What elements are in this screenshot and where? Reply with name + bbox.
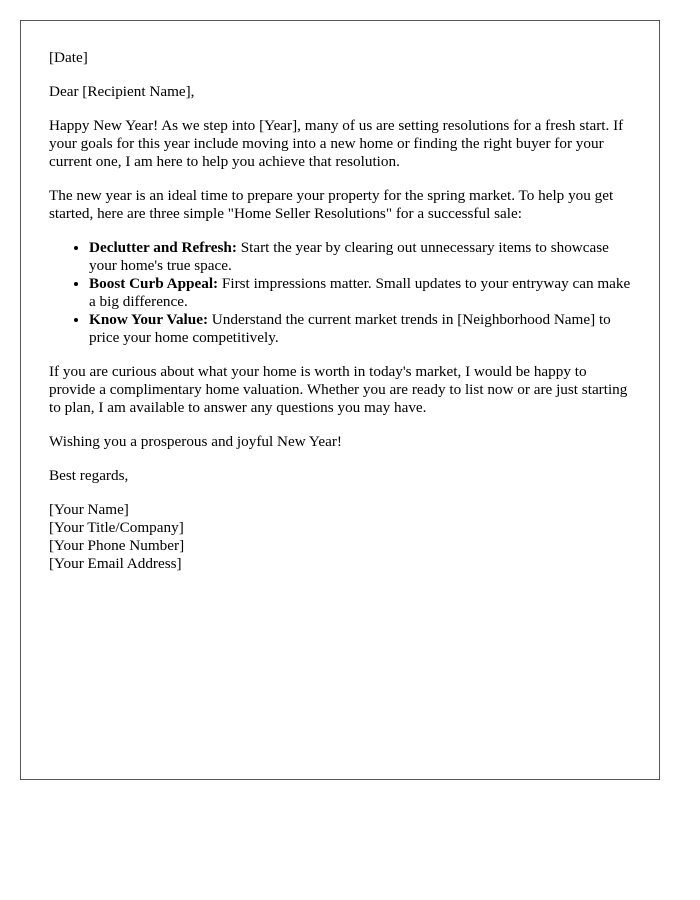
- letter-date: [Date]: [49, 49, 88, 66]
- letter-closing: Best regards,: [49, 467, 129, 484]
- list-item: [89, 239, 631, 275]
- signature-phone: [Your Phone Number]: [49, 537, 185, 554]
- letter-salutation: Dear [Recipient Name],: [49, 83, 195, 100]
- resolution-title: Boost Curb Appeal:: [89, 275, 219, 292]
- letter-page: [20, 20, 660, 780]
- resolution-text: First impressions matter. Small updates to your entryway can make a big difference.: [89, 275, 631, 310]
- resolution-title: Declutter and Refresh:: [89, 239, 237, 256]
- letter-lead-in: The new year is an ideal time to prepare your property for the spring market. To help you get started, here are three simple "Home Seller Resolutions" for a successful sale:: [49, 187, 614, 222]
- resolution-title: Know Your Value:: [89, 311, 208, 328]
- signature-block: [49, 501, 631, 573]
- letter-intro: Happy New Year! As we step into [Year], many of us are setting resolutions for a fresh start. If your goals for this year include moving into a new home or finding the right buyer for your current one, I am here to help you achieve that resolution.: [49, 117, 624, 170]
- signature-title-company: [Your Title/Company]: [49, 519, 184, 536]
- resolution-text: Start the year by clearing out unnecessary items to showcase your home's true space.: [89, 239, 609, 274]
- signature-email: [Your Email Address]: [49, 555, 182, 572]
- resolutions-list: [49, 239, 631, 347]
- signature-name: [Your Name]: [49, 501, 129, 518]
- list-item: [89, 275, 631, 311]
- resolution-text: Understand the current market trends in [Neighborhood Name] to price your home competitively.: [89, 311, 611, 346]
- list-item: [89, 311, 631, 347]
- letter-offer: If you are curious about what your home is worth in today's market, I would be happy to provide a complimentary home valuation. Whether you are ready to list now or are just starting to plan, I am available to answer any questions you may have.: [49, 363, 628, 416]
- letter-wishes: Wishing you a prosperous and joyful New Year!: [49, 433, 342, 450]
